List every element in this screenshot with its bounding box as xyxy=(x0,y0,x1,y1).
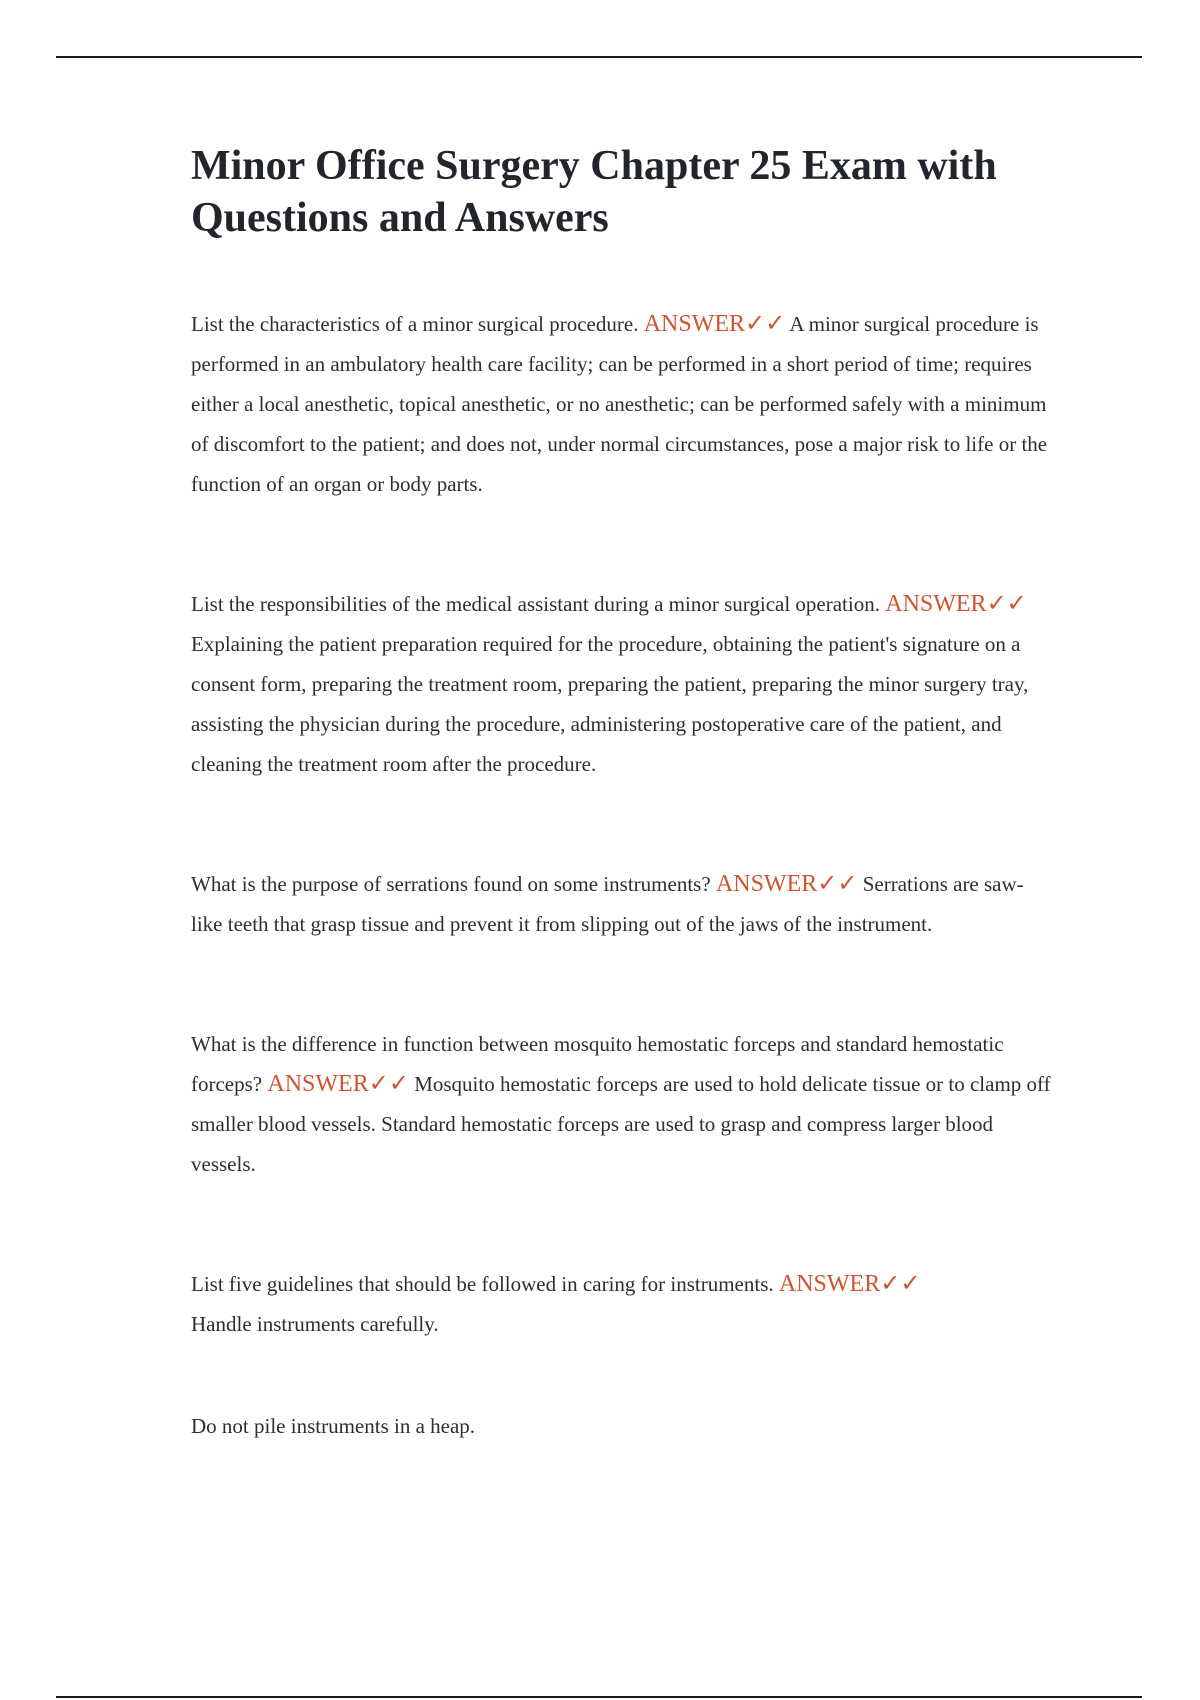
document-title: Minor Office Surgery Chapter 25 Exam with Questions and Answers xyxy=(191,143,997,241)
answer-text: Explaining the patient preparation required for the procedure, obtaining the patient's signature on a consent form, preparing the treatment room, preparing the patient, preparing the minor surgery tray, assisting the physician during the procedure, administering postoperative care of the patient, and cleaning the treatment room after the procedure. xyxy=(191,632,1029,776)
qa-item-3 xyxy=(191,864,1051,944)
qa-item-2 xyxy=(191,584,1051,784)
bottom-rule xyxy=(56,1696,1142,1698)
qa-item-1 xyxy=(191,304,1051,504)
answer-text: Mosquito hemostatic forceps are used to hold delicate tissue or to clamp off smaller blood vessels. Standard hemostatic forceps are used to grasp and compress larger blood vessels. xyxy=(191,1072,1051,1176)
answer-label: ANSWER✓✓ xyxy=(267,1071,409,1097)
question-text: List the responsibilities of the medical assistant during a minor surgical operation. xyxy=(191,592,880,616)
question-text: What is the difference in function between mosquito hemostatic forceps and standard hemostatic forceps? xyxy=(191,1032,1004,1096)
answer-text: A minor surgical procedure is performed in an ambulatory health care facility; can be performed in a short period of time; requires either a local anesthetic, topical anesthetic, or no anesthetic; can be performed safely with a minimum of discomfort to the patient; and does not, under normal circumstances, pose a major risk to life or the function of an organ or body parts. xyxy=(191,312,1048,496)
answer-label: ANSWER✓✓ xyxy=(643,311,786,337)
answer-label: ANSWER✓✓ xyxy=(715,871,858,897)
qa-item-5 xyxy=(191,1264,1051,1344)
answer-text: Handle instruments carefully. xyxy=(191,1312,439,1336)
question-text: List five guidelines that should be followed in caring for instruments. xyxy=(191,1272,774,1296)
question-text: What is the purpose of serrations found on some instruments? xyxy=(191,872,711,896)
answer-label: ANSWER✓✓ xyxy=(885,591,1027,617)
qa-item-4 xyxy=(191,1024,1051,1184)
answer-text: Serrations are saw-like teeth that grasp tissue and prevent it from slipping out of the jaws of the instrument. xyxy=(191,872,1024,936)
guideline-line: Do not pile instruments in a heap. xyxy=(191,1414,476,1438)
top-rule xyxy=(56,56,1142,58)
question-text: List the characteristics of a minor surgical procedure. xyxy=(191,312,639,336)
document-body xyxy=(191,140,1051,1446)
answer-label: ANSWER✓✓ xyxy=(778,1271,921,1297)
